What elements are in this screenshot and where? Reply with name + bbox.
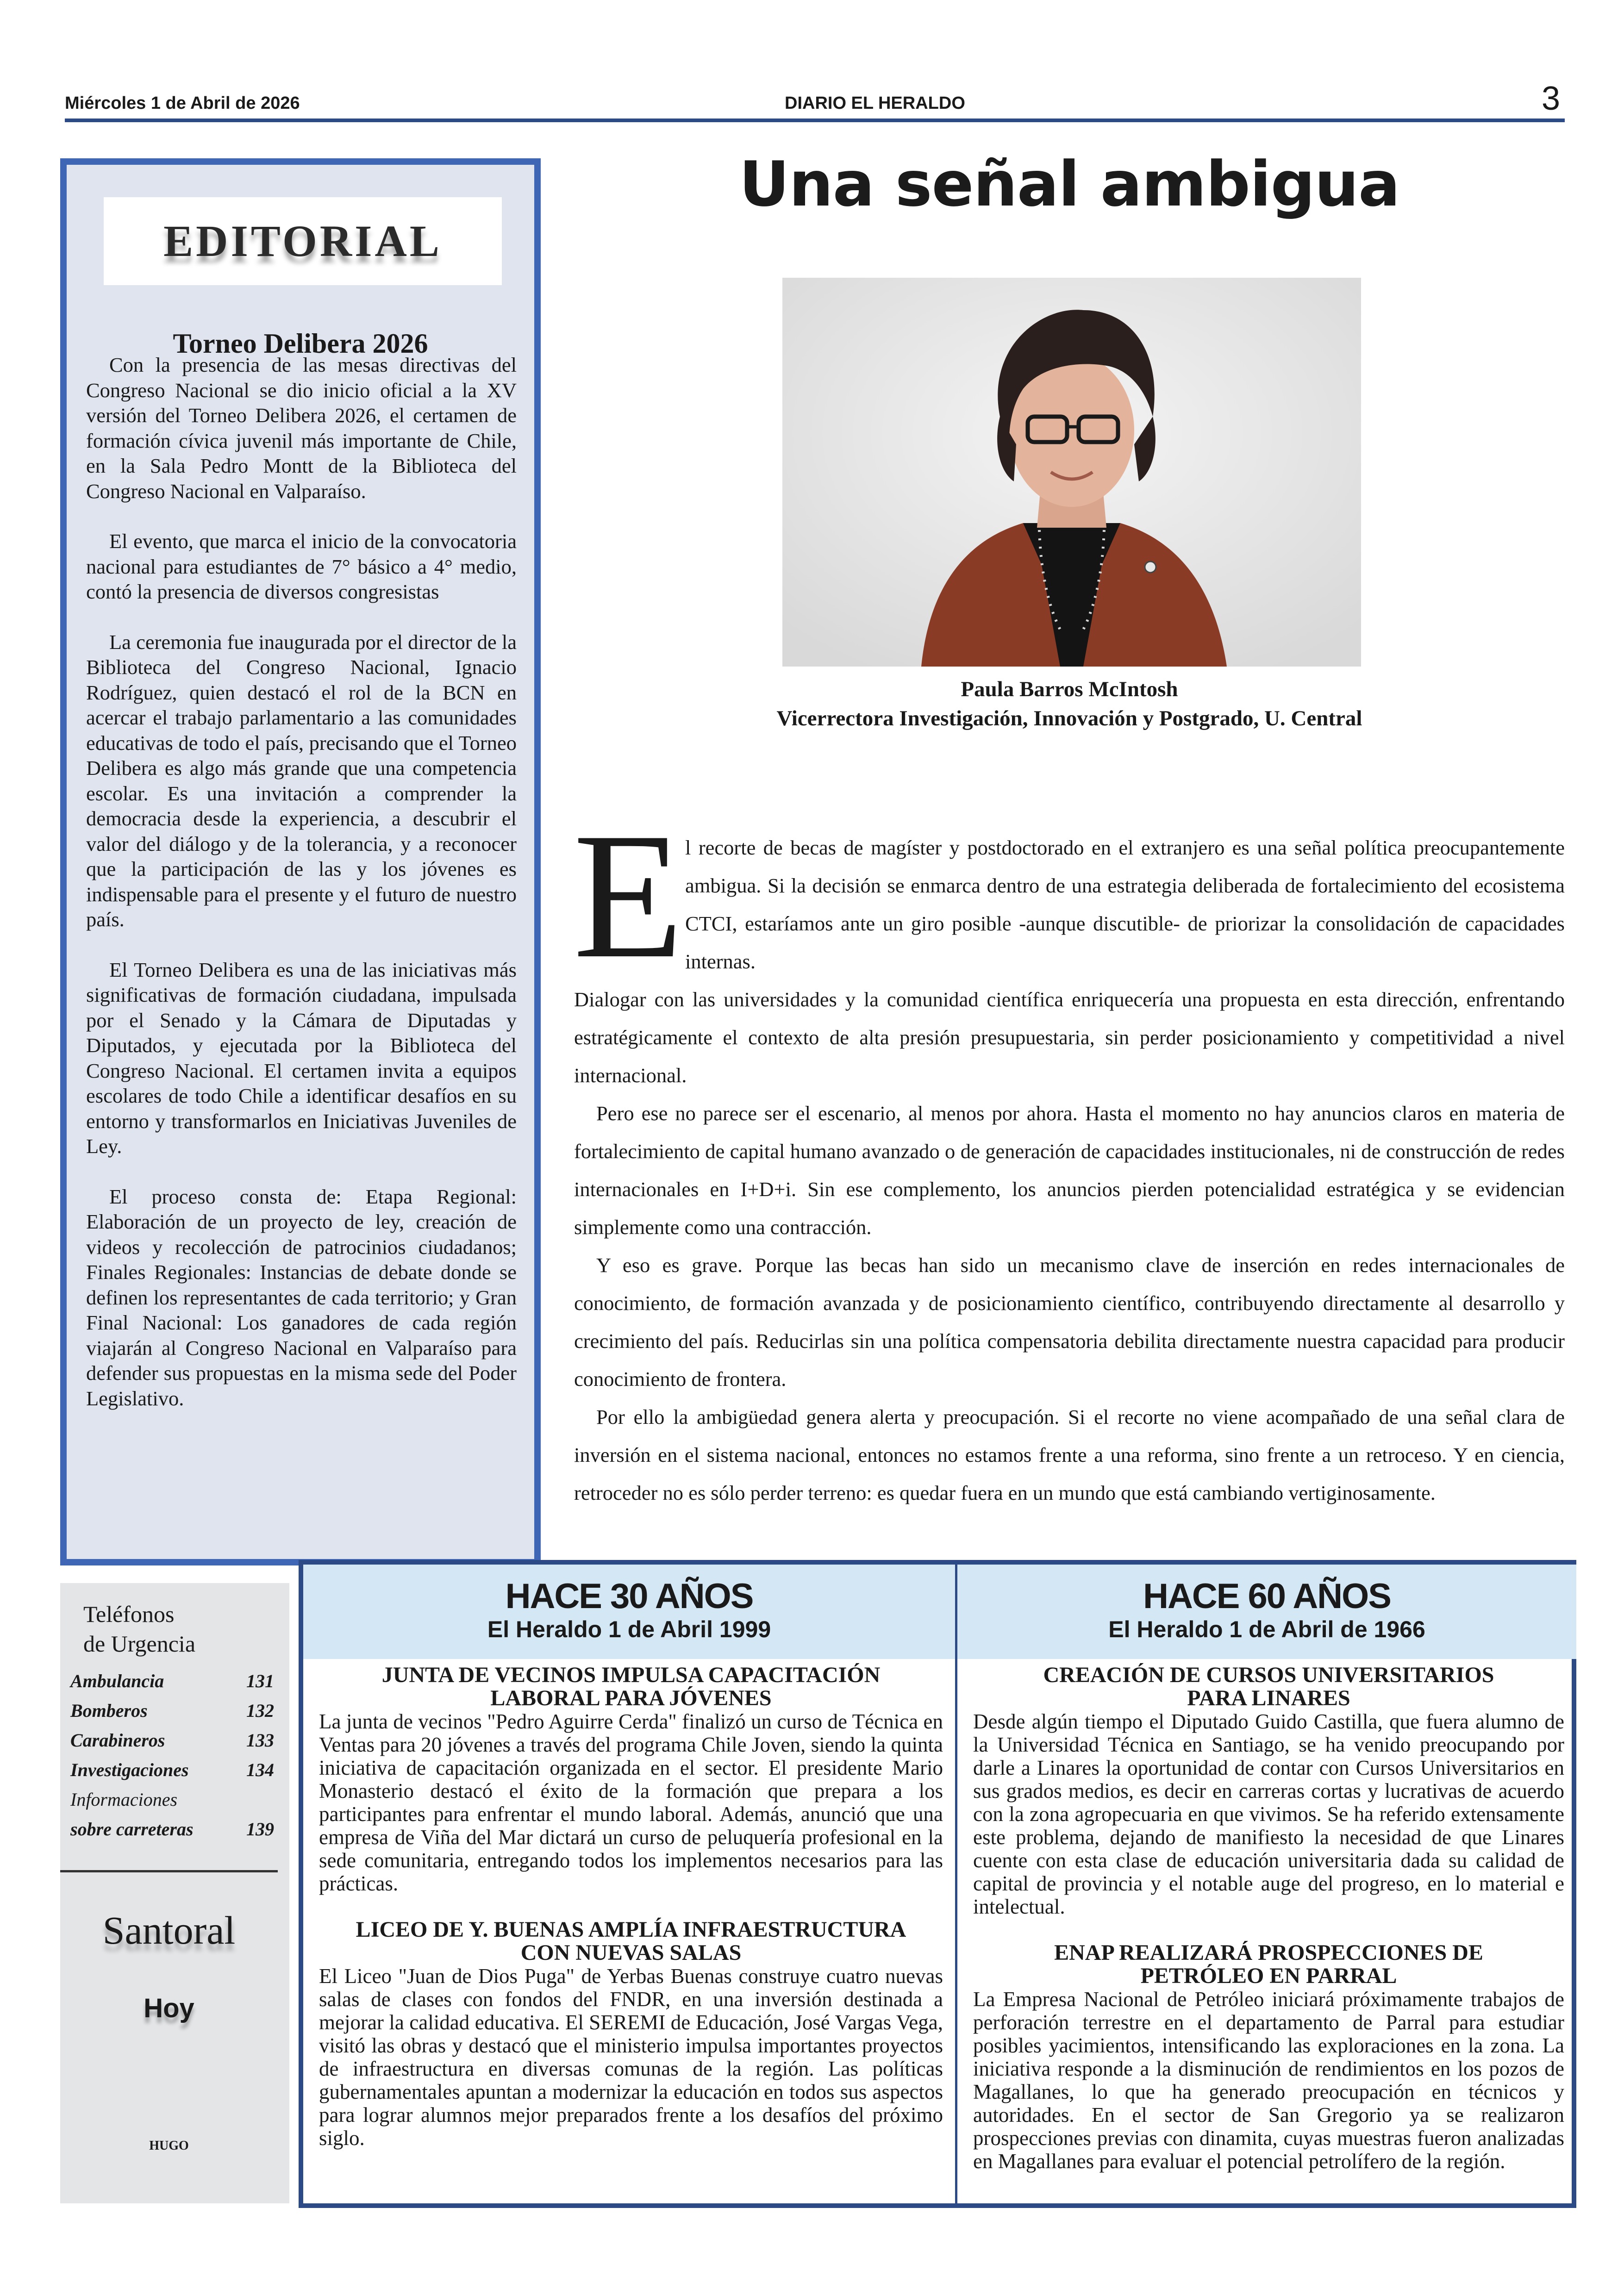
- author-photo: [782, 278, 1361, 667]
- phones-list: [70, 1666, 274, 1844]
- editorial-paragraph: El evento, que marca el inicio de la convocatoria nacional para estudiantes de 7° básico a 4° medio, contó la presencia de diversos congresistas: [86, 530, 517, 603]
- phone-row: [70, 1696, 274, 1726]
- editorial-box: [60, 158, 541, 1565]
- history-header: [303, 1565, 955, 1659]
- editorial-title: Torneo Delibera 2026: [173, 328, 428, 359]
- phone-label: Investigaciones: [70, 1759, 189, 1780]
- phone-label: Bomberos: [70, 1700, 148, 1721]
- history-panel: [299, 1560, 1576, 2208]
- santoral-title: Santoral: [102, 1908, 236, 1952]
- phone-label: sobre carreteras: [70, 1819, 194, 1840]
- history-item-body: La Empresa Nacional de Petróleo iniciará próximamente trabajos de perforación terrestre en el departamento de Parral para estudiar posibles yacimientos, intensificando las exploraciones en la zona. La iniciativa responde a la disminución de rendimientos en los pozos de Magallanes, lo que ha generado preocupación en técnicos y autoridades. En el sector de San Gregorio ya se realizaron prospecciones previas con dinamita, cuyas muestras fueron analizadas en Magallanes para evaluar el potencial petrolífero de la región.: [973, 1988, 1564, 2173]
- editorial-paragraph: Con la presencia de las mesas directivas del Congreso Nacional se dio inicio oficial a la XV versión del Torneo Delibera 2026, el certamen de formación cívica juvenil más importante de Chile, en la Sala Pedro Montt de la Biblioteca del Congreso Nacional en Valparaíso.: [86, 353, 517, 503]
- santoral-today: Hoy: [144, 1993, 194, 2023]
- newspaper-name: DIARIO EL HERALDO: [785, 94, 965, 113]
- history-item-body: El Liceo "Juan de Dios Puga" de Yerbas Buenas construye cuatro nuevas salas de clases con fondos del FNDR, en una inversión destinada a mejorar la calidad educativa. El SEREMI de Educación, José Vargas Vega, visitó las obras y destacó que el ministerio impulsa importantes proyectos de infraestructura en diversas comunas de la región. Las políticas gubernamentales apuntan a modernizar la educación en todos sus aspectos para lograr alumnos mejor preparados frente a los desafíos del próximo siglo.: [319, 1964, 943, 2150]
- history-item-heading: LABORAL PARA JÓVENES: [490, 1686, 772, 1710]
- history-item-heading: JUNTA DE VECINOS IMPULSA CAPACITACIÓN: [381, 1663, 881, 1687]
- history-title: HACE 30 AÑOS: [505, 1577, 753, 1616]
- saint-name: HUGO: [149, 2139, 189, 2153]
- article-body: [574, 980, 1565, 1512]
- phones-title: [83, 1599, 278, 1659]
- page-number: 3: [1541, 80, 1560, 117]
- editorial-body: [86, 352, 517, 1436]
- history-item-heading: LICEO DE Y. BUENAS AMPLÍA INFRAESTRUCTURA: [356, 1917, 906, 1942]
- issue-date: Miércoles 1 de Abril de 2026: [65, 94, 300, 113]
- history-item-heading: ENAP REALIZARÁ PROSPECCIONES DE: [1054, 1940, 1483, 1965]
- phones-title-line: de Urgencia: [83, 1631, 196, 1657]
- editorial-paragraph: El proceso consta de: Etapa Regional: Elaboración de un proyecto de ley, creación de videos y recolección de patrocinios ciudadanos; Finales Regionales: Instancias de debate donde se definen los representantes de cada territorio; y Gran Final Nacional: Los ganadores de cada región viajarán al Congreso Nacional en Valparaíso para defender sus propuestas en la misma sede del Poder Legislativo.: [86, 1185, 517, 1410]
- photo-caption-role: Vicerrectora Investigación, Innovación y Postgrado, U. Central: [776, 706, 1362, 730]
- article-lead: l recorte de becas de magíster y postdoctorado en el extranjero es una señal política preocupantemente ambigua. Si la decisión se enmarca dentro de una estrategia deliberada de fortalecimiento del ecosistema CTCI, estaríamos ante un giro posible -aunque discutible- de priorizar la consolidación de capacidades internas.: [685, 836, 1565, 973]
- phone-label: Carabineros: [70, 1730, 165, 1751]
- editorial-banner-label: EDITORIAL: [163, 216, 442, 266]
- history-title: HACE 60 AÑOS: [1143, 1577, 1391, 1616]
- editorial-banner: [104, 197, 502, 285]
- article-headline: Una señal ambigua: [739, 148, 1400, 220]
- phone-row: [70, 1815, 274, 1844]
- history-item-heading: PARA LINARES: [1187, 1686, 1350, 1710]
- phone-row: [70, 1726, 274, 1755]
- history-header: [957, 1565, 1576, 1659]
- history-item-body: La junta de vecinos "Pedro Aguirre Cerda" finalizó un curso de Técnica en Ventas para 20 jóvenes a través del programa Chile Joven, siendo la quinta iniciativa de capacitación organizada en el sector. El presidente Mario Monasterio destacó el éxito de la formación que prepara a los participantes para enfrentar el mundo laboral. Además, anunció que una empresa de Viña del Mar dictará un curso de peluquería profesional en la sede comunitaria, entregando todos los implementos necesarios para las prácticas.: [319, 1710, 943, 1895]
- article-drop-cap: E: [573, 796, 684, 996]
- article-paragraph: Y eso es grave. Porque las becas han sido un mecanismo clave de inserción en redes internacionales de conocimiento, de formación avanzada y de posicionamiento científico, contribuyendo directamente al desarrollo y crecimiento del país. Reducirlas sin una política compensatoria debilita directamente nuestra capacidad para producir conocimiento de frontera.: [574, 1254, 1565, 1391]
- history-content: [319, 1664, 943, 2173]
- phone-row: [70, 1666, 274, 1696]
- history-item-heading: CREACIÓN DE CURSOS UNIVERSITARIOS: [1043, 1663, 1494, 1687]
- history-content: [973, 1664, 1564, 2196]
- history-subtitle: El Heraldo 1 de Abril 1999: [487, 1616, 771, 1642]
- phone-number: 139: [246, 1819, 274, 1840]
- phone-number: 134: [246, 1759, 274, 1780]
- history-column-30: [303, 1565, 955, 2203]
- article-paragraph: Dialogar con las universidades y la comunidad científica enriquecería una propuesta en esta dirección, enfrentando estratégicamente el contexto de alta presión presupuestaria, sin perder posicionamiento y competitividad a nivel internacional.: [574, 988, 1565, 1087]
- editorial-paragraph: El Torneo Delibera es una de las iniciativas más significativas de formación ciudadana, impulsada por el Senado y la Cámara de Diputadas y Diputados, y ejecutada por la Biblioteca del Congreso Nacional. El certamen invita a equipos escolares de todo Chile a identificar desafíos en su entorno y transformarlos en Iniciativas Juveniles de Ley.: [86, 958, 517, 1158]
- phone-number: 131: [246, 1671, 274, 1691]
- sidebar-divider: [60, 1870, 278, 1872]
- portrait-illustration: [782, 278, 1361, 667]
- history-item-body: Desde algún tiempo el Diputado Guido Castilla, que fuera alumno de la Universidad Técnica en Santiago, se ha venido preocupando por darle a Linares la oportunidad de contar con Cursos Universitarios en sus grados medios, es decir en carreras cortas y lucrativas de acuerdo con la zona agropecuaria en que vivimos. Se ha referido extensamente este problema, dejando de manifiesto la necesidad de que Linares cuente con esta clase de educación universitaria dada su calidad de capital de provincia y el notable auge del progreso, en lo material e intelectual.: [973, 1710, 1564, 1918]
- phone-number: 132: [246, 1700, 274, 1721]
- history-column-60: [955, 1565, 1576, 2203]
- phones-title-line: Teléfonos: [83, 1601, 175, 1627]
- editorial-paragraph: La ceremonia fue inaugurada por el director de la Biblioteca del Congreso Nacional, Ignacio Rodríguez, quien destacó el rol de la BCN en acercar el trabajo parlamentario a las comunidades educativas de todo el país, precisando que el Torneo Delibera es algo más grande que una competencia escolar. Es una invitación a comprender la democracia desde la experiencia, a descubrir el valor del diálogo y de la tolerancia, y a reconocer que la participación de las y los jóvenes es indispensable para el presente y el futuro de nuestro país.: [86, 630, 517, 931]
- phone-number: 133: [246, 1730, 274, 1751]
- emergency-sidebar: [60, 1583, 289, 2203]
- roads-info-label: Informaciones: [70, 1789, 178, 1810]
- phone-label: Ambulancia: [70, 1671, 164, 1691]
- photo-caption-name: Paula Barros McIntosh: [961, 677, 1178, 701]
- article-paragraph: Por ello la ambigüedad genera alerta y preocupación. Si el recorte no viene acompañado de una señal clara de inversión en el sistema nacional, entonces no estamos frente a una reforma, sino frente a un retroceso. Y en ciencia, retroceder no es sólo perder terreno: es quedar fuera en un mundo que está cambiando vertiginosamente.: [574, 1405, 1565, 1504]
- history-item-heading: PETRÓLEO EN PARRAL: [1140, 1964, 1397, 1988]
- header-divider: [65, 118, 1565, 122]
- history-item-heading: CON NUEVAS SALAS: [520, 1940, 742, 1965]
- history-subtitle: El Heraldo 1 de Abril de 1966: [1108, 1616, 1425, 1642]
- article-paragraph: Pero ese no parece ser el escenario, al menos por ahora. Hasta el momento no hay anuncios claros en materia de fortalecimiento de capital humano avanzado o de generación de capacidades institucionales, ni de construcción de redes internacionales en I+D+i. Sin ese complemento, los anuncios pierden potencialidad estratégica y se evidencian simplemente como una contracción.: [574, 1102, 1565, 1239]
- phone-row: [70, 1755, 274, 1785]
